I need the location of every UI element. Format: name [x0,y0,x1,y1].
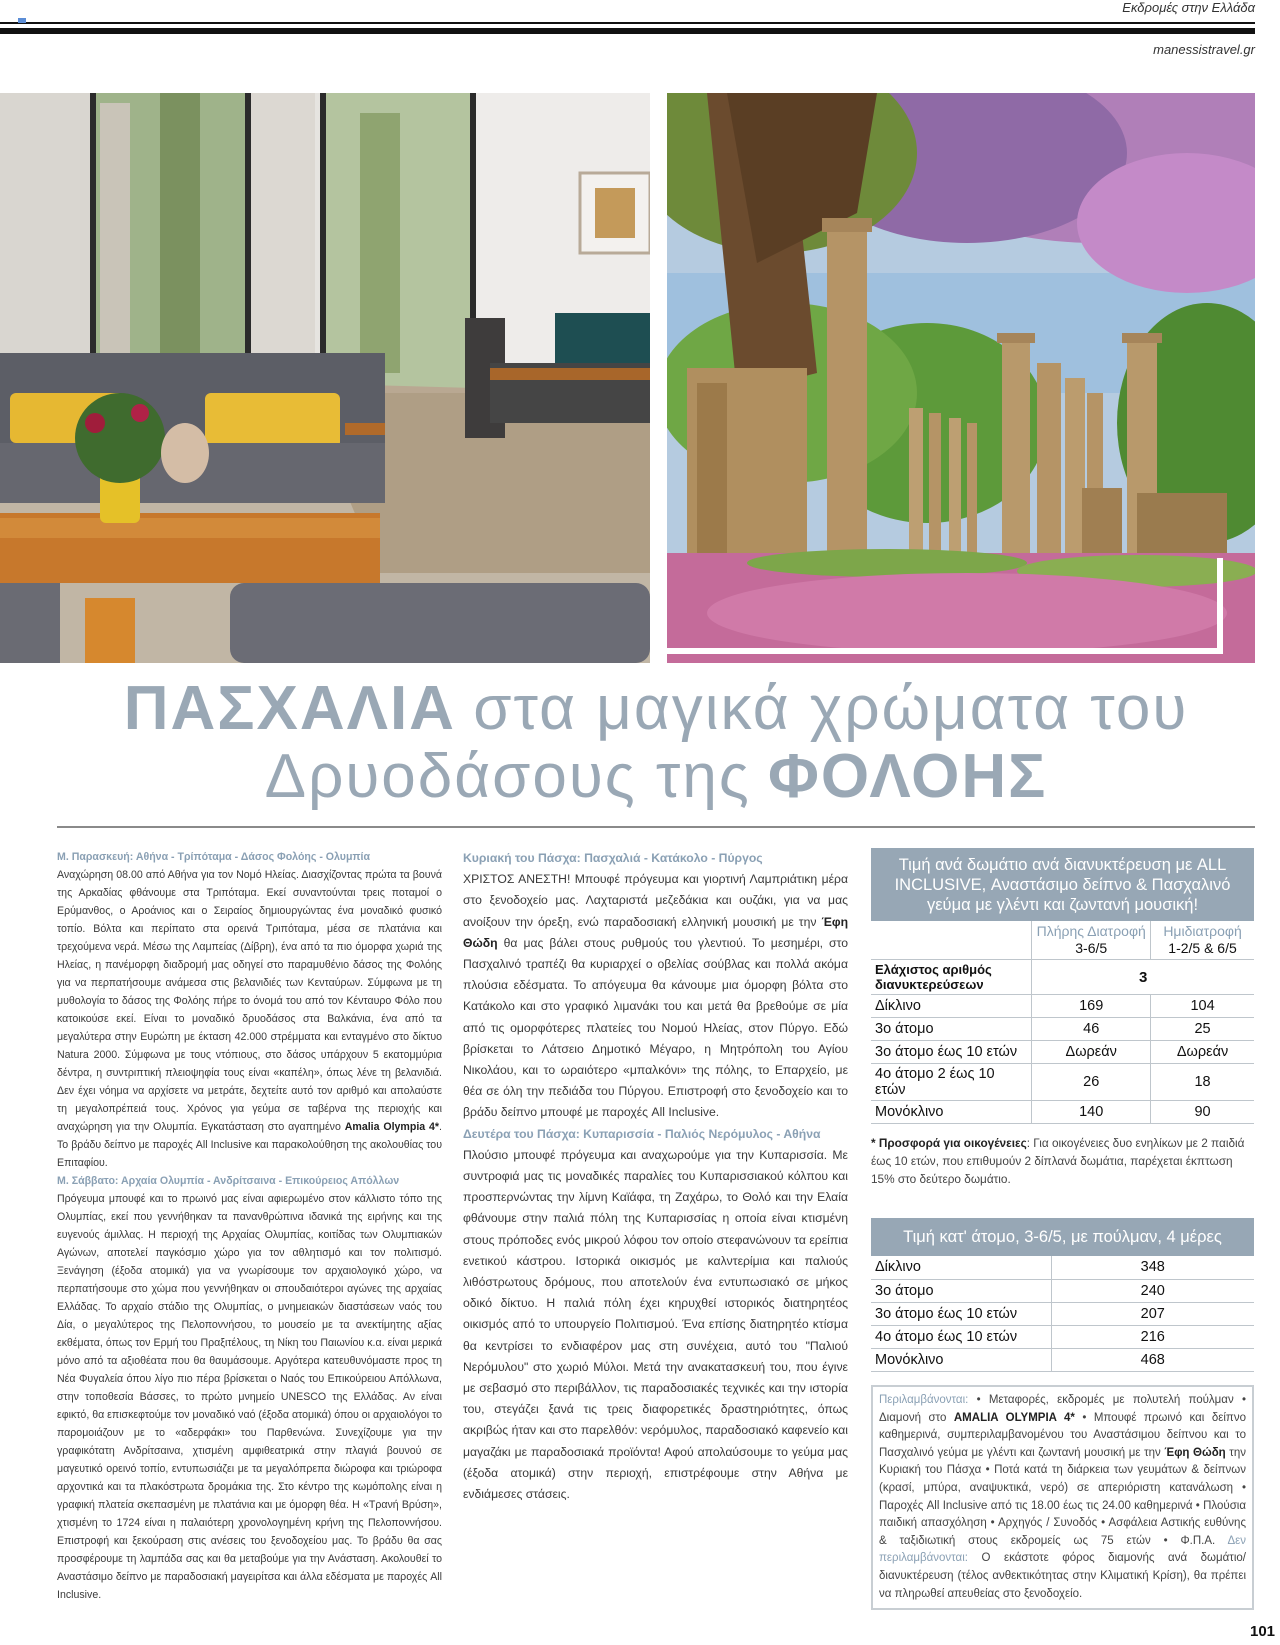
included-text-3: την Κυριακή του Πάσχα • Ποτά κατά τη διάρκεια των γευμάτων & δείπνων (κρασί, μπύρα, αναψυκτικά, νερό) σε απεριόριστη κατανάλωση • Παροχές All Inclusive από τις 18.00 έως τις 24.00 καθημερινά • Πλούσια παιδική απασχόληση • Αρχηγός / Συνοδός • Ασφάλεια Αστικής ευθύνης & ταξιδιωτική στους εκδρομείς ως 75 ετών • Φ.Π.Α. [879,1446,1246,1547]
table-row [871,1302,1254,1325]
header-rule-thin [0,22,1255,24]
title-divider [57,826,1255,828]
price-half: 90 [1151,1101,1254,1124]
price-full: 140 [1032,1101,1151,1124]
table-row [871,1348,1254,1371]
sunday-text-end: θα μας βάλει στους ρυθμούς του γλεντιού. Το μεσημέρι, στο Πασχαλινό τραπέζι θα κυριαρχεί ο οβελίας σούβλας και πολλά ακόμα πλούσια εδέσματα. Το απόγευμα θα κάνουμε μια όμορφη βόλτα στο Κατάκολο και στο γραφικό λιμανάκι του και μετά θα βρεθούμε σε μία από τις ομορφότερες πλατείες του Νομού Ηλείας, στον Πύργο. Εδώ βρίσκεται το Λάτσειο Δημοτικό Μέγαρο, η Μητρόπολη του Αγίου Νικολάου, και το ωραιότερο «μπαλκόνι» της πόλης, το Επαρχείο, με θέα σε όλη την πεδιάδα του Πύργου. Επιστροφή στο ξενοδοχείο και το βράδυ δείπνο μπουφέ με παροχές All Inclusive. [463,935,848,1120]
price-value: 348 [1051,1256,1254,1279]
price-table-per-person-grid [871,1256,1254,1372]
page-number: 101 [1250,1623,1276,1640]
min-nights-row [871,960,1254,995]
row-label: 3ο άτομο [871,1018,1032,1041]
itinerary-column-1 [57,848,442,1604]
day-heading-friday: Μ. Παρασκευή: Αθήνα - Τρίπόταμα - Δάσος Φολόης - Ολυμπία [57,851,370,863]
included-hotel: AMALIA OLYMPIA 4* [953,1411,1075,1424]
price-table-room-grid [871,921,1254,1124]
day-heading-sunday: Κυριακή του Πάσχα: Πασχαλιά - Κατάκολο - Πύργος [463,851,763,865]
price-half: 25 [1151,1018,1254,1041]
section-label: Εκδρομές στην Ελλάδα [1122,0,1255,15]
header-color-mark [18,18,26,23]
row-label: Μονόκλινο [871,1348,1051,1371]
row-label: 4ο άτομο 2 έως 10 ετών [871,1064,1032,1101]
min-nights-value: 3 [1032,960,1254,995]
table-row [871,1279,1254,1302]
page-title [0,675,1280,811]
row-label: 3ο άτομο [871,1279,1051,1302]
day-text-monday: Πλούσιο μπουφέ πρόγευμα και αναχωρούμε για την Κυπαρισσία. Με συντροφιά μας τις μοναδικές παραλίες του Κυπαρισσιακού κόλπου και προσπερνώντας την λίμνη Καϊάφα, τη Ζαχάρω, το Θολό και την Ελαία φθάνουμε στην παλιά πόλη της Κυπαρισσίας η οποία είναι κτισμένη στους πρόποδες ενός μικρού λόφου τον οποίο στεφανώνουν τα ερείπια ενετικού κάστρου. Ιστορικά οικισμός με καλντερίμια και παλιούς λιθόστρωτους δρόμους, που αποτελούν ένα εντυπωσιακό σε μήκος οδικό δίκτυο. Η παλιά πόλη έχει κηρυχθεί ιστορικός διατηρητέος οικισμός από το υπουργείο Πολιτισμού. Ένα επίσης διατηρητέο κτίσμα θα κεντρίσει το ενδιαφέρον μας στη συνέχεια, αυτό του "Παλιού Νερόμυλου" στο χωριό Μύλοι. Μετά την ανακατασκευή του, που έγινε με σεβασμό στο περιβάλλον, τις παραδοσιακές τεχνικές και την ιστορία του, στεγάζει ξανά τις τρεις διαφορετικές δραστηριότητες, όπως ακριβώς ήταν και στο παρελθόν: νερόμυλος, παραδοσιακό καφενείο και μαγαζάκι με παραδοσιακά προϊόντα! Αφού απολαύσουμε το γεύμα μας (έξοδα ατομικά) στην περιοχή, επιστρέφουμε στην Αθήνα με ενδιάμεσες στάσεις. [463,1147,848,1502]
table-row [871,1101,1254,1124]
col-full-board-dates: 3-6/5 [1075,940,1108,956]
price-table-room-header-row [871,921,1254,960]
price-full: 169 [1032,995,1151,1018]
not-included-label: Δεν περιλαμβάνονται: [879,1534,1247,1565]
friday-hotel-name: Amalia Olympia 4* [344,1121,440,1133]
price-half: 18 [1151,1064,1254,1101]
day-heading-saturday: Μ. Σάββατο: Αρχαία Ολυμπία - Ανδρίτσαινα - Επικούρειος Απόλλων [57,1175,400,1187]
row-label: Μονόκλινο [871,1101,1032,1124]
price-table-room [871,848,1254,1188]
row-label: 3ο άτομο έως 10 ετών [871,1041,1032,1064]
price-full: 46 [1032,1018,1151,1041]
price-half: Δωρεάν [1151,1041,1254,1064]
price-value: 216 [1051,1325,1254,1348]
day-text-sunday [463,869,848,1123]
row-label: Δίκλινο [871,1256,1051,1279]
col-full-board-title: Πλήρης Διατροφή [1036,923,1146,939]
price-table-room-heading: Τιμή ανά δωμάτιο ανά διανυκτέρευση με ALL INCLUSIVE, Αναστάσιμο δείπνο & Πασχαλινό γεύμα με γλέντι και ζωντανή μουσική! [871,848,1254,921]
title-line1-rest: στα μαγικά χρώματα του [473,674,1189,743]
col-half-board-title: Ημιδιατροφή [1163,923,1242,939]
hotel-lobby-photo [0,93,650,663]
sunday-text: ΧΡΙΣΤΟΣ ΑΝΕΣΤΗ! Μπουφέ πρόγευμα και γιορτινή Λαμπριάτικη μέρα στο ξενοδοχείο μας. Λαχταριστά μεζεδάκια και ουζάκι, για να μας ανοίξουν την όρεξη, ενώ παραδοσιακή ελληνική μουσική με την [463,872,848,929]
price-full: Δωρεάν [1032,1041,1151,1064]
included-band: Έφη Θώδη [1164,1446,1226,1459]
title-line2-start: Δρυοδάσους της [264,742,751,811]
price-table-per-person [871,1218,1254,1372]
site-url: manessistravel.gr [1153,42,1255,57]
sunday-band: Έφη Θώδη [463,914,849,950]
price-table-per-person-heading: Τιμή κατ' άτομο, 3-6/5, με πούλμαν, 4 μέρες [871,1218,1254,1256]
day-text-friday [57,866,442,1172]
table-row [871,1018,1254,1041]
title-word-paschalia: ΠΑΣΧΑΛΙΑ [123,674,456,743]
title-word-foloi: ΦΟΛΟΗΣ [767,742,1048,811]
included-text-2: • Μπουφέ πρωινό και δείπνο καθημερινά, συμπεριλαμβανομένου του Αναστάσιμου δείπνου και το Πασχαλινό γεύμα με γλέντι και ζωντανή μουσική με την [879,1411,1246,1459]
family-offer-label: * Προσφορά για οικογένειες [871,1136,1027,1150]
day-text-saturday: Πρόγευμα μπουφέ και το πρωινό μας είναι αφιερωμένο στον κάλλιστο τόπο της Ολυμπίας, εκεί που γεννήθηκαν τα πανανθρώπινα ιδανικά της ειρήνης και της ευγενούς άμιλλας. Η περιοχή της Αρχαίας Ολυμπίας, κοιτίδας των Ολυμπιακών Αγώνων, αποτελεί παγκόσμιο χώρο για τον αθλητισμό και τον πολιτισμό. Ξενάγηση (έξοδα ατομικά) για να γνωρίσουμε τον αρχαιολογικό χώρο, να περπατήσουμε στο χώμα που γεννήθηκαν οι σπουδαιότεροι αγώνες της αρχαίας Ελλάδας. Το αρχαίο στάδιο της Ολυμπίας, ο μνημειακών διαστάσεων ναός του Δία, ο μεγαλύτερος της Πελοποννήσου, το μουσείο με τα ανεκτίμητης αξίας εκθέματα, όπως τον Ερμή του Πραξιτέλους, τη Νίκη του Παιωνίου κ.α. είναι μερικά μόνο από τα αξιοθέατα που θα θαυμάσουμε. Αργότερα κατευθυνόμαστε προς τη Νέα Φυγαλεία όπου λίγο πιο πέρα βρίσκεται ο Ναός του Επικούρειου Απόλλωνα, στην τοποθεσία Βάσσες, το πρώτο μνημείο UNESCO της Ελλάδας. Αν είναι εφικτό, θα επισκεφτούμε τον μοναδικό ναό (έξοδα ατομικά) όπου οι αρχαιολόγοι το παρομοιάζουν με το «αδερφάκι» του Παρθενώνα. Συνεχίζουμε για την γραφικότατη Ανδρίτσαινα, χτισμένη αμφιθεατρικά στην πλαγιά βουνού σε μαγευτικό ορεινό τοπίο, εντυπωσιάζει με τα μεγαλόπρεπα διώροφα και τριώροφα αρχοντικά και τα πλακόστρωτα δρομάκια της. Στο κέντρο της κωμόπολης είναι η γραφική πλατεία σκεπασμένη με πλατάνια και με όμορφη θέα. Η «Τρανή Βρύση», χτισμένη το 1724 είναι η παλαιότερη χρονολογημένη κρήνη της Πελοποννήσου. Επιστροφή και ξεκούραση στις ανέσεις του ξενοδοχείου μας. Το βράδυ θα σας προσφέρουμε τη λαμπάδα σας και θα μεταβούμε για την Ανάσταση. Ακολουθεί το Αναστάσιμο δείπνο με παραδοσιακή μαγειρίτσα και άλλα εδέσματα με παροχές All Inclusive. [57,1193,442,1601]
table-row [871,1041,1254,1064]
not-included-text: Ο εκάστοτε φόρος διαμονής ανά δωμάτιο/ διανυκτέρευση (τέλος ανθεκτικότητας στην Κλιματική Κρίση), θα πρέπει να πληρωθεί απευθείας στο ξενοδοχείο. [879,1552,1246,1600]
included-label: Περιλαμβάνονται: [879,1394,969,1406]
family-offer-note [871,1134,1254,1188]
day-heading-monday: Δευτέρα του Πάσχα: Κυπαρισσία - Παλιός Νερόμυλος - Αθήνα [463,1126,821,1141]
included-box [871,1385,1254,1610]
itinerary-column-2-content [463,848,848,1505]
price-half: 104 [1151,995,1254,1018]
price-value: 468 [1051,1348,1254,1371]
table-row [871,1064,1254,1101]
table-row [871,1256,1254,1279]
row-label: 4ο άτομο έως 10 ετών [871,1325,1051,1348]
price-full: 26 [1032,1064,1151,1101]
row-label: 3ο άτομο έως 10 ετών [871,1302,1051,1325]
col-half-board-dates: 1-2/5 & 6/5 [1168,940,1237,956]
family-offer-text: : Για οικογένειες δυο ενηλίκων με 2 παιδιά έως 10 ετών, που επιθυμούν 2 δίπλανά δωμάτια, παρέχεται έκπτωση 15% στο δεύτερο δωμάτιο. [871,1136,1245,1186]
table-row [871,995,1254,1018]
header-rule-thick [0,28,1255,34]
price-value: 240 [1051,1279,1254,1302]
min-nights-label: Ελάχιστος αριθμός διανυκτερεύσεων [871,960,1032,995]
friday-text-end: . Το βράδυ δείπνο με παροχές All Inclusive και παρακολούθηση της ακολουθίας του Επιταφίου. [57,1121,442,1169]
price-value: 207 [1051,1302,1254,1325]
ancient-olympia-photo [667,93,1255,663]
included-text-1: • Μεταφορές, εκδρομές με πολυτελή πούλμαν • Διαμονή στο [879,1394,1246,1424]
friday-text: Αναχώρηση 08.00 από Αθήνα για τον Νομό Ηλείας. Διασχίζοντας πρώτα τα βουνά της Αρκαδίας φθάνουμε στα Τριπόταμα. Εκεί συναντούνται τρεις ποταμοί ο Ερύμανθος, ο Αροάνιος και ο Σειραίος δημιουργώντας ένα μοναδικό φυσικό τοπίο. Βόλτα και περίπατο στα ορεινά Τριπόταμα, μέσα σε πλατάνια και τρεχούμενα νερά. Μέσω της Λαμπείας (Δίβρη), ένα από τα πιο όμορφα χωριά της Ηλείας, η πανέμορφη διαδρομή μας οδηγεί στο παραμυθένιο δάσος της Φολόης για να περπατήσουμε ανάμεσα στις βελανιδιές των Κενταύρων. Σύμφωνα με τη μυθολογία το δάσος της Φολόης πήρε το όνομά του από τον Κένταυρο Φόλο που κατοικούσε εκεί. Είναι το μοναδικό δρυοδάσος στα Βαλκάνια, ένα από τα μεγαλύτερα στην Ευρώπη με έκταση 42.000 στρέμματα και ενταγμένο στο δίκτυο Natura 2000. Σύμφωνα με τους ντόπιους, στο δάσος υπάρχουν 5 εκατομμύρια δέντρα, η συντριπτική πλειοψηφία τους είναι «καπέλη», όπως λένε τη βελανιδιά. Δεν έχει νόημα να αρχίσετε να μετράτε, δεχτείτε αυτό τον αριθμό και απολαύστε τη μεγαλοπρέπειά τους. Χρόνος για γεύμα σε ταβέρνα της περιοχής και αναχώρηση για την Ολυμπία. Εγκατάσταση στο αγαπημένο [57,869,442,1133]
row-label: Δίκλινο [871,995,1032,1018]
table-row [871,1325,1254,1348]
